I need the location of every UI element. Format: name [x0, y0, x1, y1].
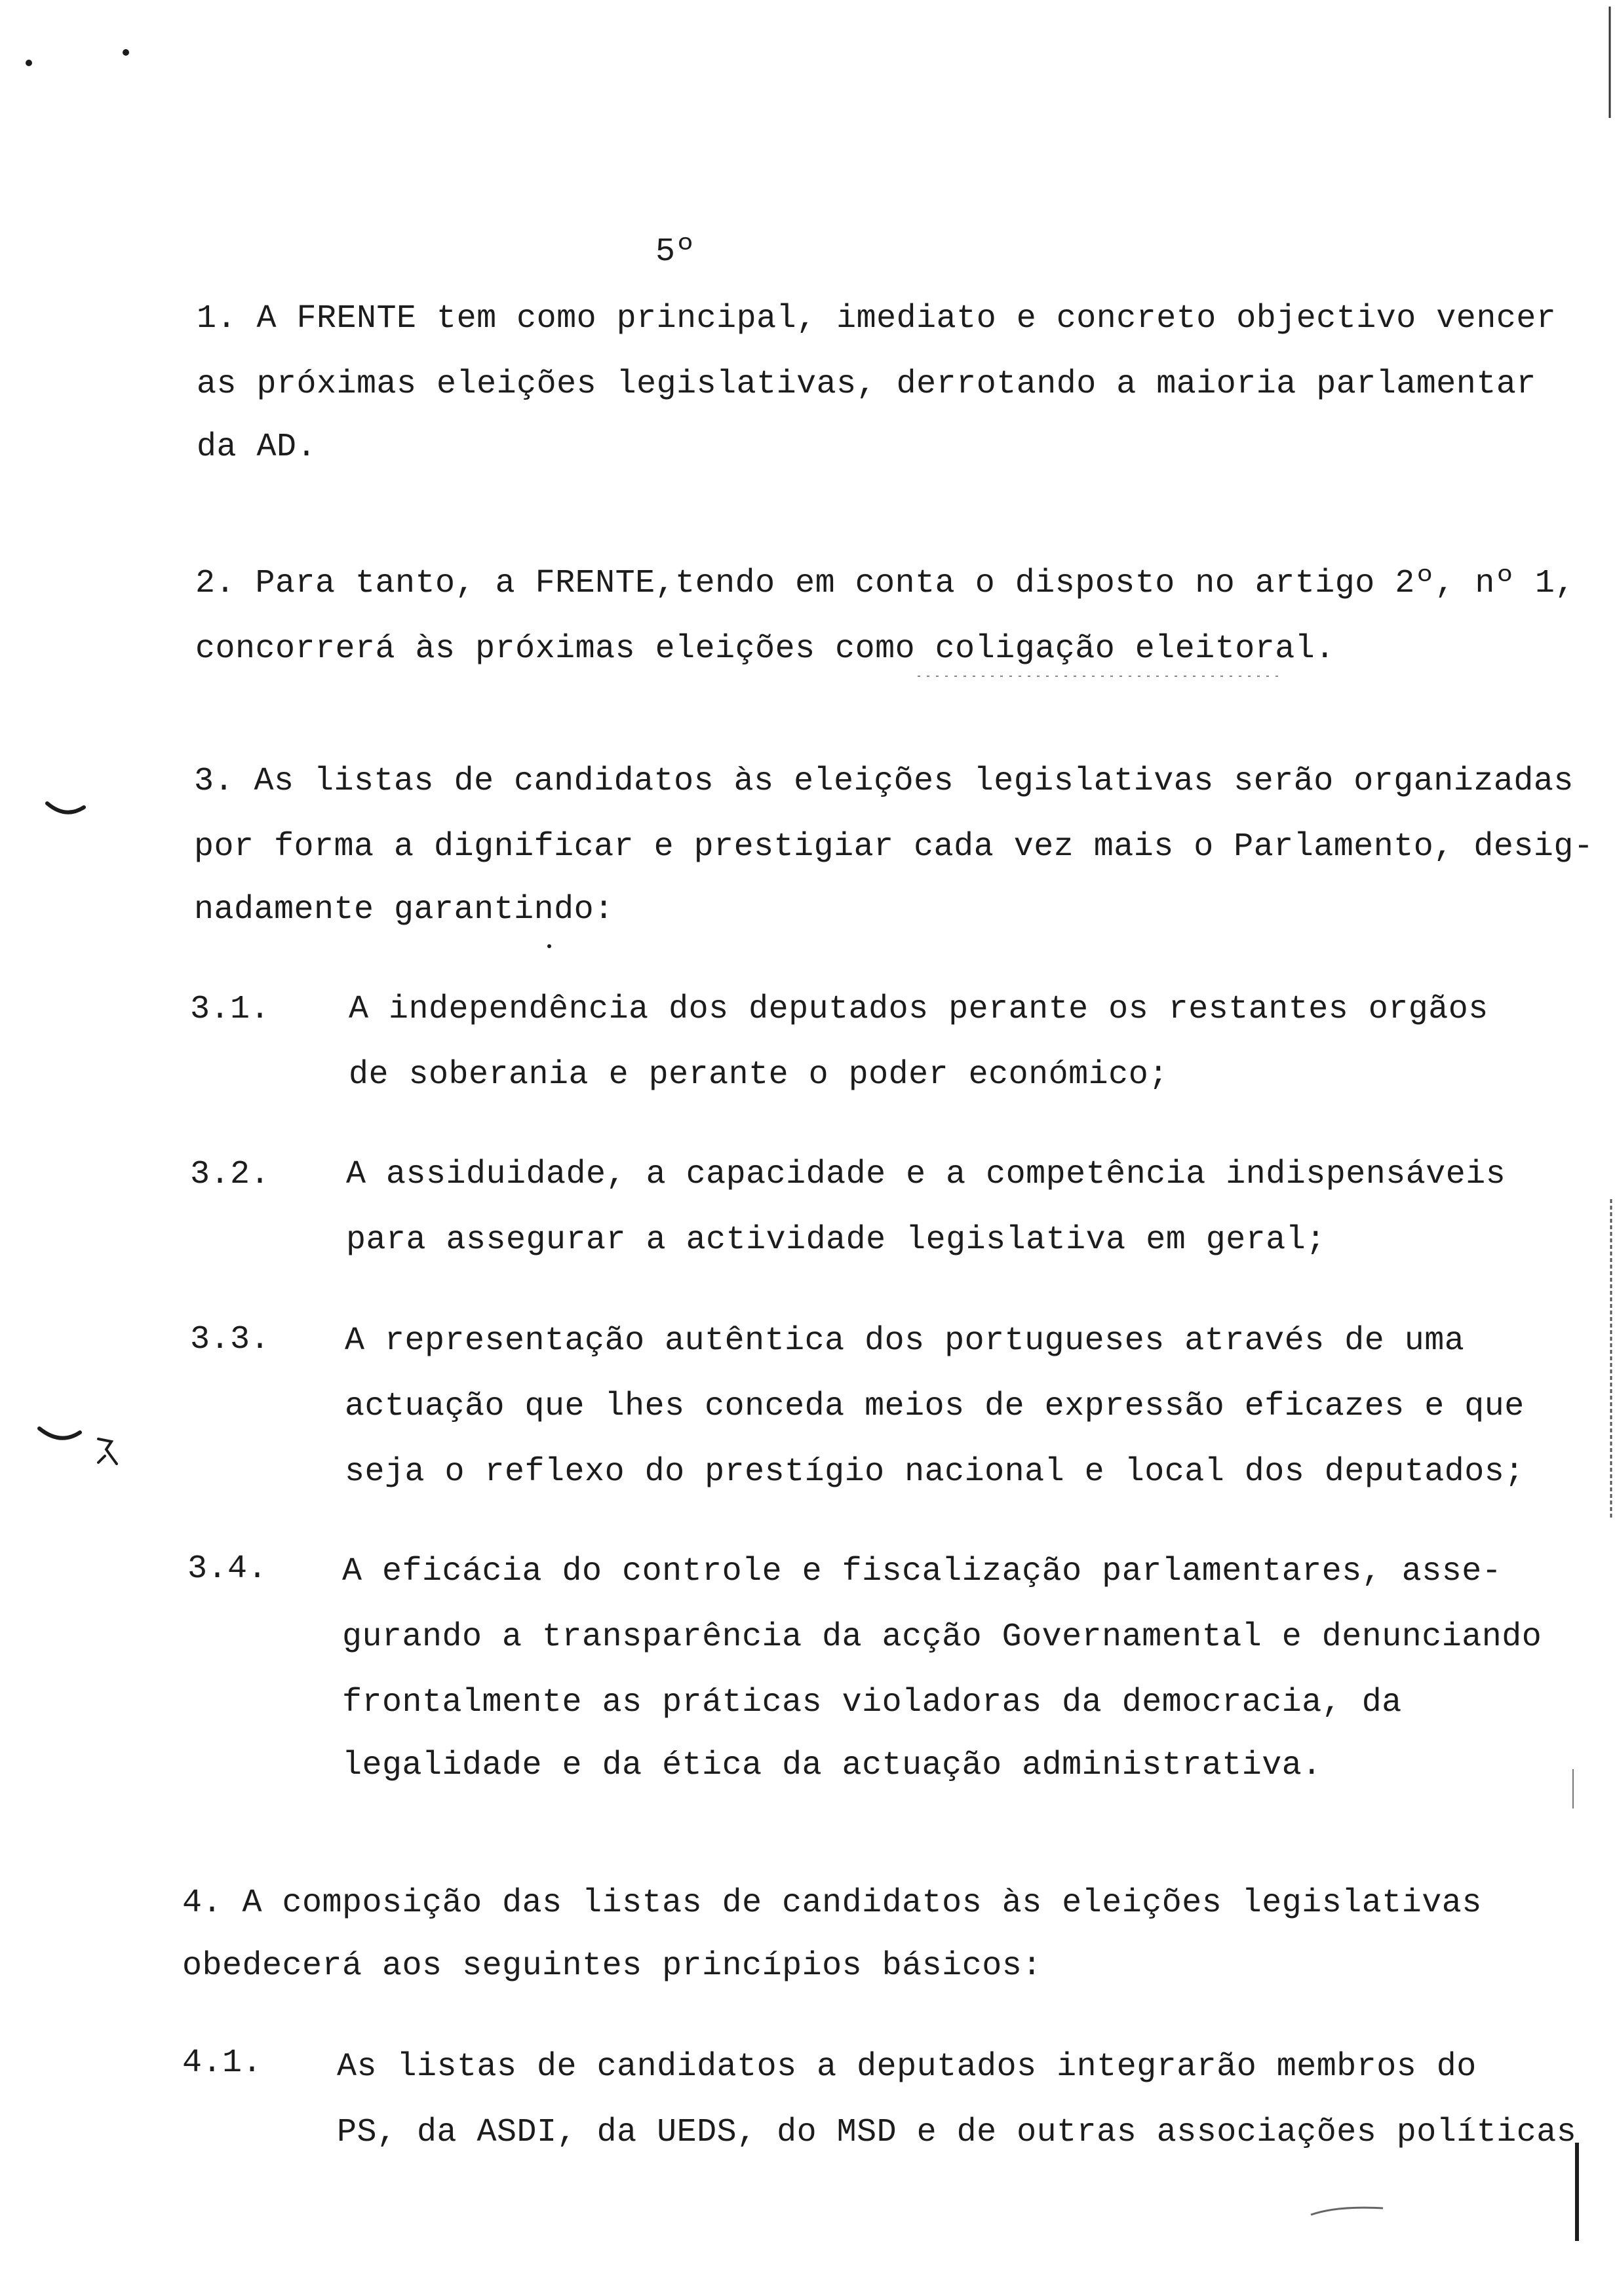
item-line: A assiduidade, a capacidade e a competência indispensáveis: [346, 1156, 1506, 1193]
paragraph-line: por forma a dignificar e prestigiar cada vez mais o Parlamento, desig-: [194, 828, 1594, 866]
item-line: PS, da ASDI, da UEDS, do MSD e de outras associações políticas: [337, 2114, 1577, 2151]
pencil-mark-icon: [1311, 2208, 1383, 2215]
item-line: A representação autêntica dos portugueses através de uma: [345, 1322, 1465, 1360]
item-line: A eficácia do controle e fiscalização parlamentares, asse-: [342, 1553, 1502, 1590]
paragraph-line: 1. A FRENTE tem como principal, imediato e concreto objectivo vencer: [197, 300, 1557, 337]
ink-dot: [547, 944, 551, 948]
item-number-4-1: 4.1.: [182, 2044, 263, 2082]
item-number-3-1: 3.1.: [190, 991, 271, 1028]
item-line: actuação que lhes conceda meios de expressão eficazes e que: [345, 1388, 1525, 1425]
paragraph-line: 2. Para tanto, a FRENTE,tendo em conta o disposto no artigo 2º, nº 1,: [195, 565, 1575, 602]
handwritten-mark-icon: [98, 1439, 117, 1464]
item-number-3-4: 3.4.: [187, 1550, 268, 1588]
item-line: para assegurar a actividade legislativa em geral;: [346, 1221, 1326, 1259]
check-mark-icon: [47, 803, 84, 813]
item-line: de soberania e perante o poder económico;: [349, 1056, 1169, 1094]
item-number-3-3: 3.3.: [190, 1321, 271, 1358]
paragraph-line: 4. A composição das listas de candidatos às eleições legislativas: [182, 1885, 1482, 1922]
item-line: legalidade e da ética da actuação administrativa.: [342, 1747, 1322, 1784]
item-line: gurando a transparência da acção Governamental e denunciando: [342, 1618, 1542, 1656]
item-line: seja o reflexo do prestígio nacional e local dos deputados;: [345, 1453, 1525, 1491]
item-number-3-2: 3.2.: [190, 1156, 271, 1193]
ink-dot: [26, 60, 32, 66]
item-line: frontalmente as práticas violadoras da democracia, da: [342, 1684, 1402, 1721]
item-line: As listas de candidatos a deputados integrarão membros do: [337, 2048, 1477, 2086]
page-number: 5º: [655, 233, 696, 271]
ink-dot: [123, 49, 129, 56]
paragraph-line: nadamente garantindo:: [194, 891, 614, 928]
paragraph-line: concorrerá às próximas eleições como coligação eleitoral.: [195, 630, 1335, 668]
paragraph-line: da AD.: [197, 429, 317, 466]
check-mark-icon: [39, 1428, 80, 1438]
paragraph-line: obedecerá aos seguintes princípios básicos:: [182, 1947, 1042, 1985]
paragraph-line: as próximas eleições legislativas, derrotando a maioria parlamentar: [197, 366, 1536, 403]
item-line: A independência dos deputados perante os restantes orgãos: [349, 991, 1489, 1028]
paragraph-line: 3. As listas de candidatos às eleições legislativas serão organizadas: [194, 763, 1574, 800]
